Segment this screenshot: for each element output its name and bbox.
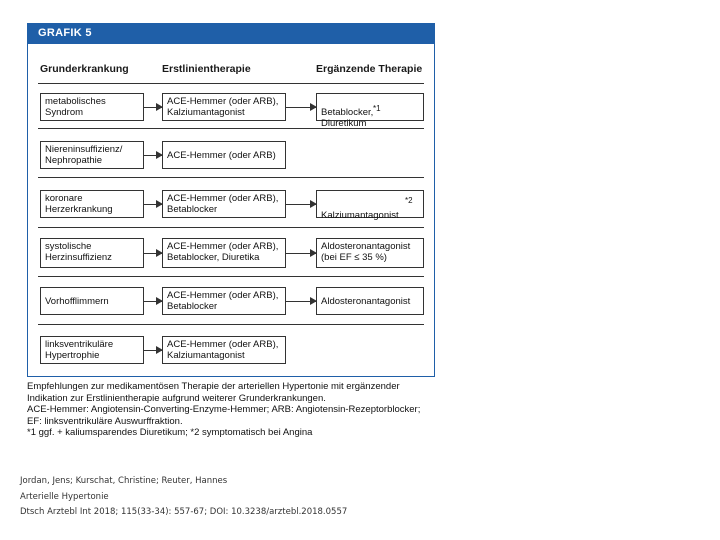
row-separator bbox=[38, 128, 424, 129]
first-line-box-3: ACE-Hemmer (oder ARB), Betablocker bbox=[162, 190, 286, 218]
column-header-first-line: Erstlinientherapie bbox=[162, 63, 251, 75]
figure-caption bbox=[27, 381, 447, 439]
arrow-right-icon bbox=[144, 253, 162, 254]
row-separator bbox=[38, 227, 424, 228]
row-separator bbox=[38, 324, 424, 325]
caption-line: Empfehlungen zur medikamentösen Therapie der arteriellen Hypertonie mit ergänzender bbox=[27, 381, 400, 392]
figure-header-bar bbox=[28, 24, 434, 44]
source-title: Arterielle Hypertonie bbox=[20, 491, 109, 502]
condition-box-5: Vorhofflimmern bbox=[40, 287, 144, 315]
supplementary-box-4: Aldosteronantagonist (bei EF ≤ 35 %) bbox=[316, 238, 424, 268]
caption-line: EF: linksventrikuläre Auswurffraktion. bbox=[27, 415, 183, 427]
caption-line: Indikation zur Erstlinientherapie aufgrund weiterer Grunderkrankungen. bbox=[27, 392, 326, 404]
arrow-right-icon bbox=[144, 301, 162, 302]
arrow-right-icon bbox=[286, 204, 316, 205]
arrow-right-icon bbox=[144, 350, 162, 351]
row-separator bbox=[38, 276, 424, 277]
row-separator bbox=[38, 177, 424, 178]
source-authors: Jordan, Jens; Kurschat, Christine; Reuter, Hannes bbox=[20, 476, 228, 486]
first-line-box-5: ACE-Hemmer (oder ARB), Betablocker bbox=[162, 287, 286, 315]
condition-box-3: koronare Herzerkrankung bbox=[40, 190, 144, 218]
supplementary-box-3 bbox=[316, 190, 424, 221]
column-header-condition: Grunderkrankung bbox=[40, 63, 129, 75]
footnote-marker-2: *2 bbox=[405, 196, 413, 205]
supplementary-box-1 bbox=[316, 93, 424, 129]
supplementary-text-3: Kalziumantagonist bbox=[321, 210, 399, 221]
column-header-supplementary: Ergänzende Therapie bbox=[316, 63, 423, 75]
condition-box-2: Niereninsuffizienz/ Nephropathie bbox=[40, 141, 144, 169]
condition-box-4: systolische Herzinsuffizienz bbox=[40, 238, 144, 268]
therapy-figure bbox=[27, 23, 435, 377]
source-citation bbox=[20, 474, 347, 521]
source-reference: Dtsch Arztebl Int 2018; 115(33-34): 557-67; DOI: 10.3238/arztebl.2018.0557 bbox=[20, 507, 348, 517]
first-line-box-2: ACE-Hemmer (oder ARB) bbox=[162, 141, 286, 169]
supplementary-box-5: Aldosteronantagonist bbox=[316, 287, 424, 315]
arrow-right-icon bbox=[286, 301, 316, 302]
arrow-right-icon bbox=[144, 155, 162, 156]
condition-box-6: linksventrikuläre Hypertrophie bbox=[40, 336, 144, 364]
arrow-right-icon bbox=[144, 107, 162, 108]
first-line-box-6: ACE-Hemmer (oder ARB), Kalziumantagonist bbox=[162, 336, 286, 364]
arrow-right-icon bbox=[144, 204, 162, 205]
caption-line: ACE-Hemmer: Angiotensin-Converting-Enzyme-Hemmer; ARB: Angiotensin-Rezeptorblocker; bbox=[27, 404, 421, 415]
caption-line: *1 ggf. + kaliumsparendes Diuretikum; *2 symptomatisch bei Angina bbox=[27, 427, 313, 438]
condition-box-1: metabolisches Syndrom bbox=[40, 93, 144, 121]
first-line-box-4: ACE-Hemmer (oder ARB), Betablocker, Diuretika bbox=[162, 238, 286, 268]
arrow-right-icon bbox=[286, 253, 316, 254]
supplementary-text-1: Betablocker, Diuretikum bbox=[321, 107, 374, 129]
first-line-box-1: ACE-Hemmer (oder ARB), Kalziumantagonist bbox=[162, 93, 286, 121]
footnote-marker-1: *1 bbox=[373, 104, 381, 113]
arrow-right-icon bbox=[286, 107, 316, 108]
header-separator bbox=[38, 83, 424, 84]
figure-label: GRAFIK 5 bbox=[38, 27, 92, 39]
